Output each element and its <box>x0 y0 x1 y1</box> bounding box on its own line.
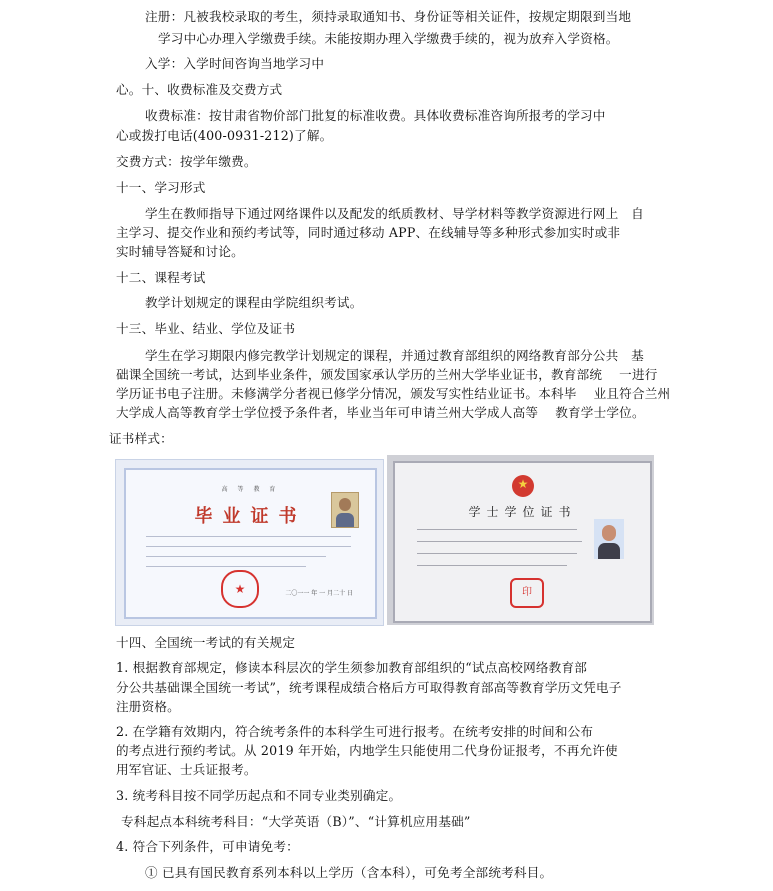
paragraph-line: 学历证书电子注册。未修满学分者视已修学分情况，颁发写实性结业证书。本科毕 业且符合兰州 <box>116 386 671 401</box>
paragraph-line: 交费方式：按学年缴费。 <box>116 154 257 169</box>
paragraph-line: 学生在教师指导下通过网络课件以及配发的纸质教材、导学材料等教学资源进行网上 自 <box>145 206 644 221</box>
section-heading: 十三、毕业、结业、学位及证书 <box>116 321 296 336</box>
paragraph-line: 1. 根据教育部规定，修读本科层次的学生须参加教育部组织的“试点高校网络教育部 <box>116 660 588 675</box>
paragraph-line: ① 已具有国民教育系列本科以上学历（含本科），可免考全部统考科目。 <box>145 865 553 880</box>
paragraph-line: 入学：入学时间咨询当地学习中 <box>145 56 325 71</box>
section-heading: 十一、学习形式 <box>116 180 206 195</box>
national-emblem-icon: ★ <box>512 475 534 497</box>
paragraph-line: 2. 在学籍有效期内，符合统考条件的本科学生可进行报考。在统考安排的时间和公布 <box>116 724 594 739</box>
section-heading: 十二、课程考试 <box>116 270 206 285</box>
certificate-frame <box>124 468 377 619</box>
paragraph-line: 主学习、提交作业和预约考试等，同时通过移动 APP、在线辅导等多种形式参加实时或非 <box>116 225 621 240</box>
paragraph-line: 注册资格。 <box>116 699 180 714</box>
paragraph-line: 注册：凡被我校录取的考生，须持录取通知书、身份证等相关证件，按规定期限到当地 <box>145 9 632 24</box>
paragraph-line: 用军官证、士兵证报考。 <box>116 762 257 777</box>
certificate-title: 毕业证书 <box>194 506 307 527</box>
certificate-date: 二〇一一 年 一 月二十 日 <box>285 590 353 597</box>
paragraph-line: 4. 符合下列条件，可申请免考： <box>116 839 299 854</box>
paragraph-line: 分公共基础课全国统一考试”，统考课程成绩合格后方可取得教育部高等教育学历文凭电子 <box>116 680 622 695</box>
paragraph-line: 心或拨打电话(400-0931-212)了解。 <box>116 128 333 143</box>
paragraph-line: 教学计划规定的课程由学院组织考试。 <box>145 295 363 310</box>
paragraph-line: 学习中心办理入学缴费手续。未能按期办理入学缴费手续的，视为放弃入学资格。 <box>158 31 619 46</box>
photo-portrait <box>331 492 359 528</box>
section-heading: 心。十、收费标准及交费方式 <box>116 82 283 97</box>
red-seal-icon: 印 <box>510 578 544 608</box>
section-heading: 十四、全国统一考试的有关规定 <box>116 635 296 650</box>
paragraph-line: 实时辅导答疑和讨论。 <box>116 244 244 259</box>
graduation-certificate-image <box>115 459 384 626</box>
certificate-header: 高 等 教 育 <box>221 486 280 493</box>
paragraph-line: 收费标准：按甘肃省物价部门批复的标准收费。具体收费标准咨询所报考的学习中 <box>145 108 606 123</box>
paragraph-line: 础课全国统一考试，达到毕业条件，颁发国家承认学历的兰州大学毕业证书，教育部统 一进行 <box>116 367 658 382</box>
paragraph-line: 3. 统考科目按不同学历起点和不同专业类别确定。 <box>116 788 402 803</box>
paragraph-line: 的考点进行预约考试。从 2019 年开始，内地学生只能使用二代身份证报考，不再允许使 <box>116 743 618 758</box>
certificate-frame <box>393 461 652 623</box>
paragraph-line: 专科起点本科统考科目：“大学英语（B）”、“计算机应用基础” <box>121 814 471 829</box>
degree-certificate-image <box>387 455 654 625</box>
red-seal-icon: ★ <box>221 570 259 608</box>
certificate-title: 学士学位证书 <box>468 505 577 519</box>
photo-portrait <box>594 519 624 559</box>
paragraph-line: 学生在学习期限内修完教学计划规定的课程，并通过教育部组织的网络教育部分公共 基 <box>145 348 644 363</box>
paragraph-line: 大学成人高等教育学士学位授予条件者，毕业当年可申请兰州大学成人高等 教育学士学位。 <box>116 405 645 420</box>
certificate-label: 证书样式： <box>109 431 173 446</box>
